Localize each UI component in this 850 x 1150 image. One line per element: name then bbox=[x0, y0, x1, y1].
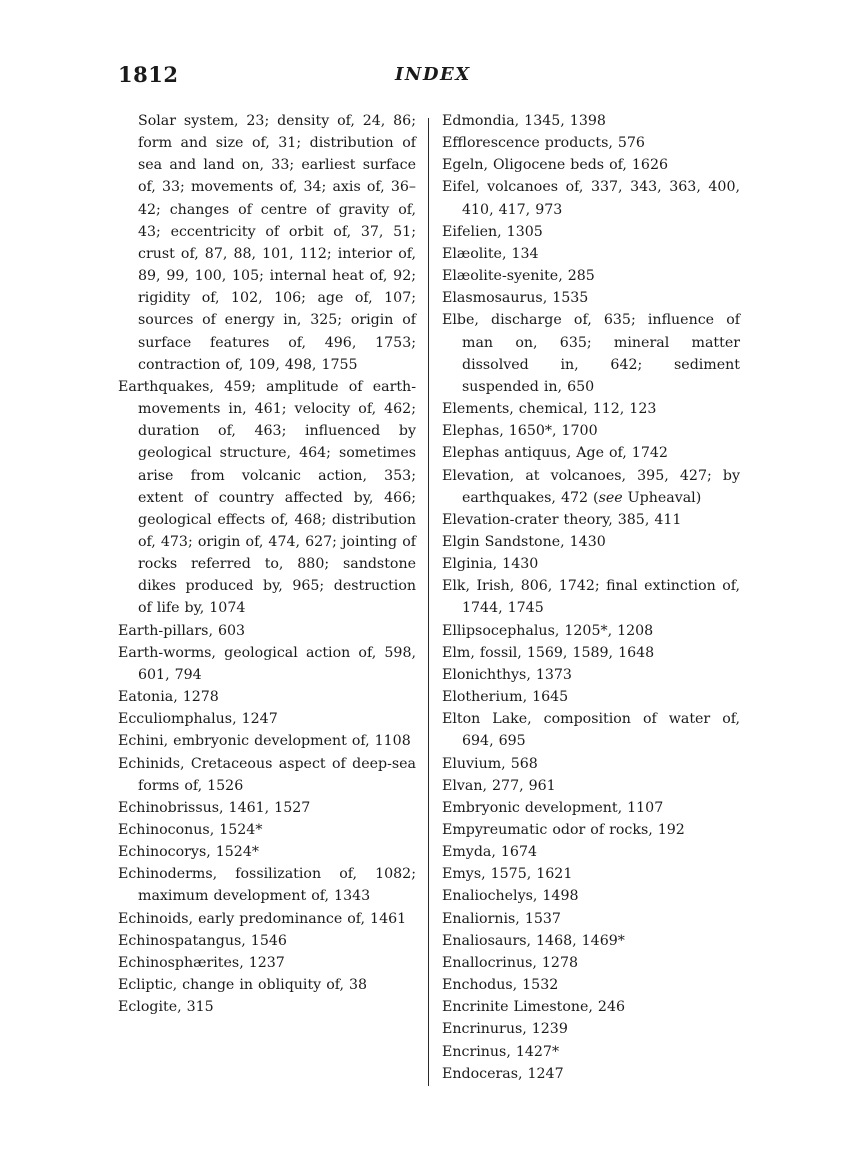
index-entry: Endoceras, 1247 bbox=[442, 1065, 564, 1082]
index-entry: Echinoderms, fossilization of, 1082; maximum development of, 1343 bbox=[118, 866, 416, 905]
index-entry: Elgin Sandstone, 1430 bbox=[442, 533, 606, 550]
index-entry: Earth-pillars, 603 bbox=[118, 622, 246, 639]
index-entry: Emys, 1575, 1621 bbox=[442, 866, 573, 883]
index-entry: Emyda, 1674 bbox=[442, 844, 537, 861]
index-entry: Earth-worms, geological action of, 598, 601, 794 bbox=[118, 644, 416, 683]
index-entry: Enchodus, 1532 bbox=[442, 977, 559, 994]
index-entry: Eclogite, 315 bbox=[118, 999, 214, 1016]
index-entry: Efflorescence products, 576 bbox=[442, 135, 645, 152]
index-entry: Elæolite-syenite, 285 bbox=[442, 268, 595, 285]
page-number: 1812 bbox=[118, 62, 179, 87]
index-entry: Ecliptic, change in obliquity of, 38 bbox=[118, 977, 368, 994]
index-entry: Elbe, discharge of, 635; influence of man on, 635; mineral matter dissolved in, 642; sediment suspended in, 650 bbox=[442, 312, 740, 395]
cross-reference-open: ( bbox=[593, 489, 599, 506]
index-entry: Elginia, 1430 bbox=[442, 556, 539, 573]
cross-reference-see: see bbox=[598, 489, 623, 506]
index-entry: Empyreumatic odor of rocks, 192 bbox=[442, 822, 685, 838]
index-entry: Embryonic development, 1107 bbox=[442, 799, 664, 816]
index-entry: Ellipsocephalus, 1205*, 1208 bbox=[442, 622, 654, 639]
index-entry: Encrinite Limestone, 246 bbox=[442, 999, 626, 1016]
index-entry: Eifelien, 1305 bbox=[442, 223, 543, 240]
index-entry bbox=[442, 465, 740, 509]
index-entry: Elements, chemical, 112, 123 bbox=[442, 401, 657, 418]
page-title: INDEX bbox=[395, 64, 471, 85]
index-entry: Elm, fossil, 1569, 1589, 1648 bbox=[442, 644, 655, 661]
index-entry: Elevation-crater theory, 385, 411 bbox=[442, 511, 682, 528]
index-entry: Eluvium, 568 bbox=[442, 755, 538, 772]
index-entry: Elk, Irish, 806, 1742; final extinction of, 1744, 1745 bbox=[442, 578, 740, 617]
index-entry: Enaliosaurs, 1468, 1469* bbox=[442, 932, 625, 949]
index-column-left bbox=[118, 110, 416, 1018]
index-column-right bbox=[442, 110, 740, 1085]
index-entry: Echinids, Cretaceous aspect of deep-sea forms of, 1526 bbox=[118, 755, 416, 794]
index-entry: Echinobrissus, 1461, 1527 bbox=[118, 799, 311, 816]
index-entry: Elton Lake, composition of water of, 694, 695 bbox=[442, 711, 740, 750]
index-entry: Enaliornis, 1537 bbox=[442, 910, 561, 927]
index-entry: Echini, embryonic development of, 1108 bbox=[118, 733, 411, 750]
cross-reference-target: Upheaval) bbox=[622, 489, 702, 506]
index-entry: Elvan, 277, 961 bbox=[442, 777, 556, 794]
index-entry: Solar system, 23; density of, 24, 86; form and size of, 31; distribution of sea and land on, 33; earliest surface of, 33; movements of, 34; axis of, 36–42; changes of centre of gravity of, 43; eccentricity of orbit of, 37, 51; crust of, 87, 88, 101, 112; interior of, 89, 99, 100, 105; internal heat of, 92; rigidity of, 102, 106; age of, 107; sources of energy in, 325; origin of surface features of, 496, 1753; contraction of, 109, 498, 1755 bbox=[138, 113, 416, 373]
entry-text: Elevation, at volcanoes, 395, 427; by earthquakes, 472 bbox=[442, 467, 740, 506]
index-entry: Earthquakes, 459; amplitude of earth-movements in, 461; velocity of, 462; duration of, 463; influenced by geological structure, 464; sometimes arise from volcanic action, 353; extent of country affected by, 466; geological effects of, 468; distribution of, 473; origin of, 474, 627; jointing of rocks referred to, 880; sandstone dikes produced by, 965; destruction of life by, 1074 bbox=[118, 378, 416, 617]
index-entry: Elotherium, 1645 bbox=[442, 689, 569, 706]
index-entry: Encrinurus, 1239 bbox=[442, 1021, 568, 1038]
index-entry: Elonichthys, 1373 bbox=[442, 666, 572, 683]
index-entry: Enallocrinus, 1278 bbox=[442, 954, 579, 971]
index-entry: Enaliochelys, 1498 bbox=[442, 888, 579, 905]
column-divider bbox=[428, 118, 429, 1086]
index-entry: Elephas antiquus, Age of, 1742 bbox=[442, 445, 668, 462]
index-entry: Elephas, 1650*, 1700 bbox=[442, 423, 598, 440]
index-entry: Edmondia, 1345, 1398 bbox=[442, 113, 606, 129]
index-entry: Echinoconus, 1524* bbox=[118, 822, 263, 838]
index-entry: Eatonia, 1278 bbox=[118, 689, 219, 706]
index-entry: Echinoids, early predominance of, 1461 bbox=[118, 910, 407, 927]
index-entry: Elæolite, 134 bbox=[442, 245, 539, 262]
index-entry: Egeln, Oligocene beds of, 1626 bbox=[442, 157, 669, 174]
index-entry: Encrinus, 1427* bbox=[442, 1043, 560, 1060]
index-entry: Echinocorys, 1524* bbox=[118, 844, 259, 861]
index-entry: Echinospatangus, 1546 bbox=[118, 932, 287, 949]
index-entry: Eifel, volcanoes of, 337, 343, 363, 400, 410, 417, 973 bbox=[442, 179, 740, 218]
index-entry: Echinosphærites, 1237 bbox=[118, 954, 285, 971]
index-entry: Elasmosaurus, 1535 bbox=[442, 290, 589, 307]
index-entry: Ecculiomphalus, 1247 bbox=[118, 711, 278, 728]
